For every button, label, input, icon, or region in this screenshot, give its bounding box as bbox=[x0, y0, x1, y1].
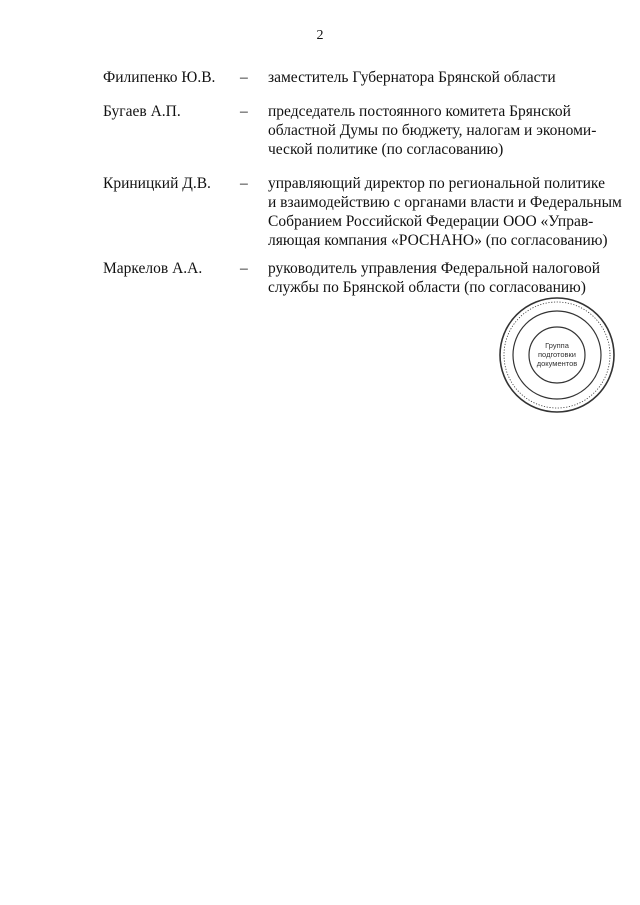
member-name: Филипенко Ю.В. bbox=[103, 69, 216, 86]
page-number: 2 bbox=[316, 28, 324, 43]
position-line: Собранием Российской Федерации ООО «Управ- bbox=[268, 213, 594, 230]
member-position bbox=[268, 68, 618, 87]
member-position bbox=[268, 174, 622, 250]
position-line: заместитель Губернатора Брянской области bbox=[268, 69, 556, 86]
member-name: Бугаев А.П. bbox=[103, 103, 181, 120]
position-line: областной Думы по бюджету, налогам и экономи- bbox=[268, 122, 597, 139]
position-line: председатель постоянного комитета Брянской bbox=[268, 103, 571, 120]
office-stamp bbox=[498, 296, 616, 414]
position-line: и взаимодействию с органами власти и Федеральным bbox=[268, 194, 622, 211]
dash-separator: – bbox=[240, 103, 248, 120]
dash-separator: – bbox=[240, 175, 248, 192]
position-line: ляющая компания «РОСНАНО» (по согласованию) bbox=[268, 232, 608, 249]
position-line: службы по Брянской области (по согласованию) bbox=[268, 279, 586, 296]
stamp-center-line: документов bbox=[536, 359, 578, 368]
position-line: ческой политике (по согласованию) bbox=[268, 141, 504, 158]
dash-separator: – bbox=[240, 260, 248, 277]
position-line: управляющий директор по региональной политике bbox=[268, 175, 605, 192]
member-position bbox=[268, 259, 618, 297]
member-name: Криницкий Д.В. bbox=[103, 175, 211, 192]
position-line: руководитель управления Федеральной налоговой bbox=[268, 260, 601, 277]
member-position bbox=[268, 102, 618, 159]
dash-separator: – bbox=[240, 69, 248, 86]
stamp-center-line: подготовки bbox=[538, 350, 576, 359]
member-name: Маркелов А.А. bbox=[103, 260, 203, 277]
stamp-center-line: Группа bbox=[545, 341, 569, 350]
